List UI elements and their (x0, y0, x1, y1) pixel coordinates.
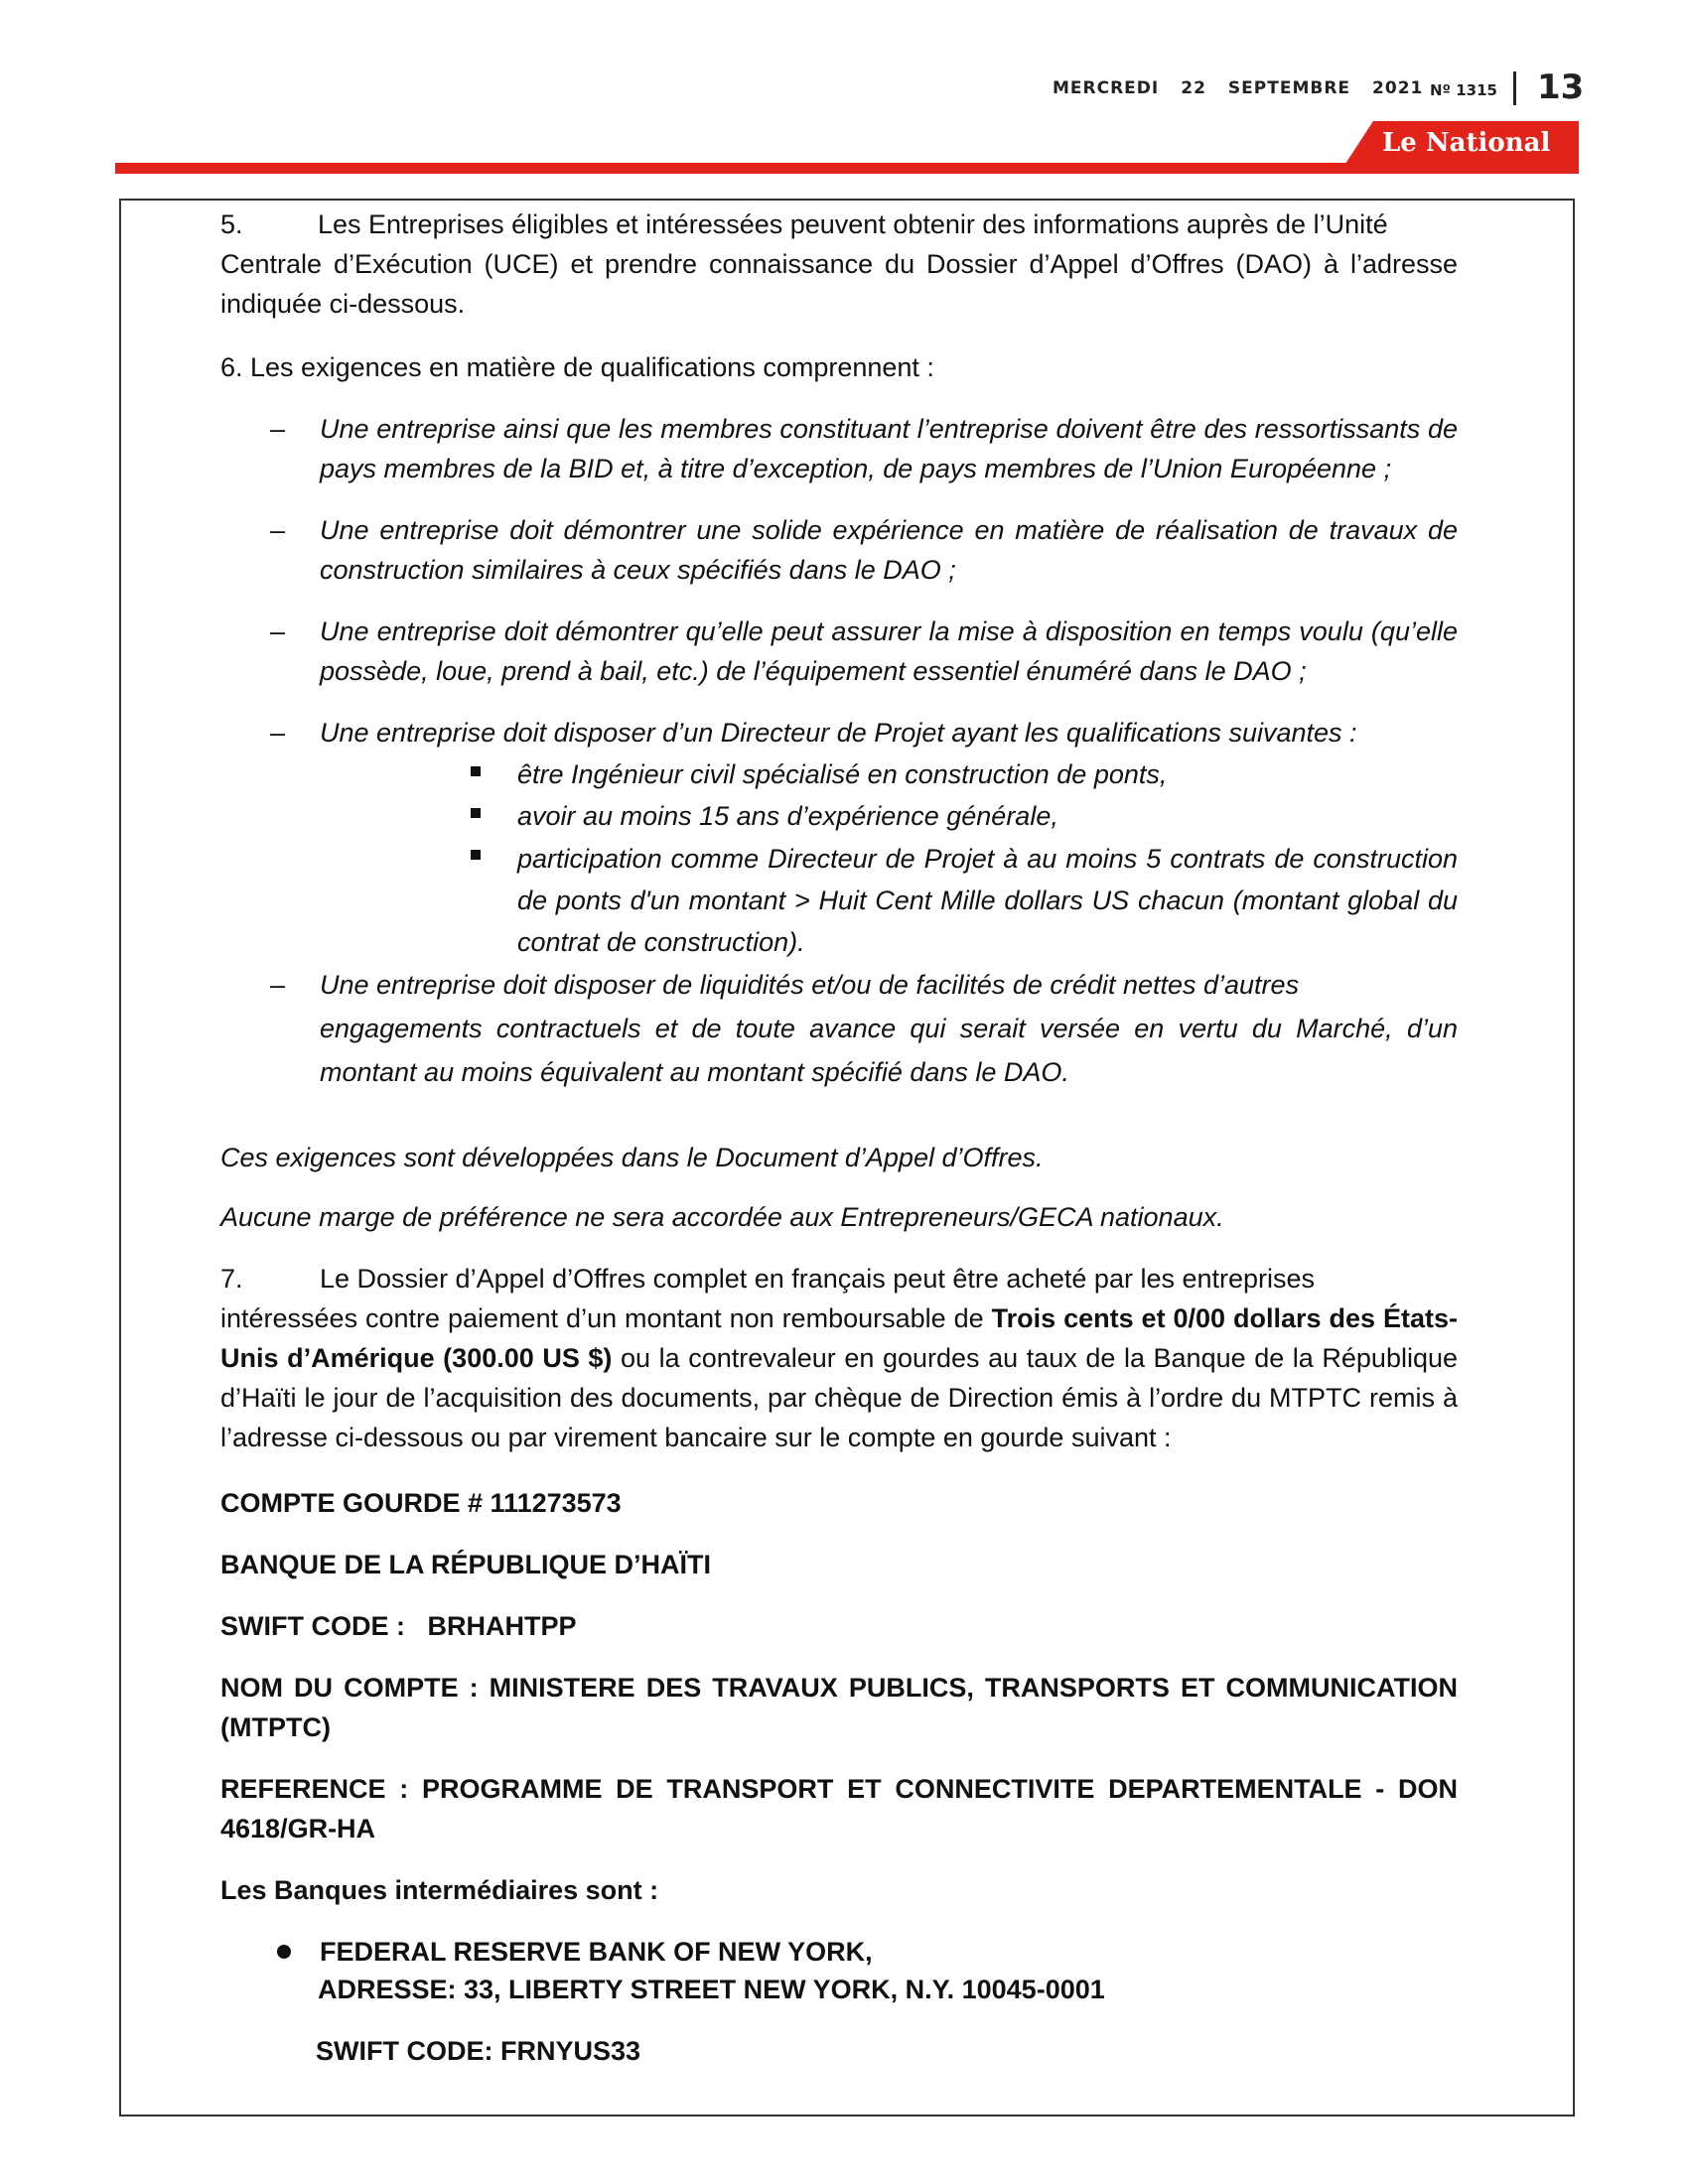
brand-name: Le National (1382, 128, 1551, 158)
header-year: 2021 (1372, 78, 1424, 98)
intermediary-bank-swift: SWIFT CODE: FRNYUS33 (316, 2036, 641, 2066)
qualification-item: Une entreprise doit disposer d’un Directeur de Projet ayant les qualifications suivantes : (320, 718, 1357, 748)
round-bullet-icon (277, 1945, 291, 1959)
intermediary-bank-address: ADRESSE: 33, LIBERTY STREET NEW YORK, N.Y. 10045-0001 (318, 1975, 1105, 2004)
bullet-dash: – (270, 515, 286, 545)
account-number: COMPTE GOURDE # 111273573 (220, 1488, 622, 1518)
qualification-item: Une entreprise ainsi que les membres constituant l’entreprise doivent être des ressortissants de pays membres de la BID et, à titre d’exception, de pays membres de l’Union Européenne ; (320, 414, 1458, 483)
qualification-item: engagements contractuels et de toute avance qui serait versée en vertu du Marché, d’un montant au moins équivalent au montant spécifié dans le DAO. (320, 1014, 1458, 1087)
header-month: SEPTEMBRE (1227, 78, 1351, 98)
director-qualification: participation comme Directeur de Projet à au moins 5 contrats de construction de ponts d'un montant > Huit Cent Mille dollars US chacun (montant global du contrat de construction). (517, 844, 1458, 957)
square-bullet-icon (471, 808, 481, 818)
section6-intro: 6. Les exigences en matière de qualifications comprennent : (220, 352, 934, 382)
header-day: MERCREDI (1053, 78, 1160, 98)
bullet-dash: – (270, 616, 286, 646)
qualification-item: Une entreprise doit démontrer une solide expérience en matière de réalisation de travaux de construction similaires à ceux spécifiés dans le DAO ; (320, 515, 1458, 585)
section7-number: 7. (220, 1264, 243, 1294)
director-qualification: être Ingénieur civil spécialisé en construction de ponts, (517, 759, 1168, 789)
section5-text: Centrale d’Exécution (UCE) et prendre connaissance du Dossier d’Appel d’Offres (DAO) à l’adresse indiquée ci-dessous. (220, 249, 1458, 319)
account-reference: REFERENCE : PROGRAMME DE TRANSPORT ET CONNECTIVITE DEPARTEMENTALE - DON 4618/GR-HA (220, 1774, 1458, 1843)
account-name: NOM DU COMPTE : MINISTERE DES TRAVAUX PUBLICS, TRANSPORTS ET COMMUNICATION (MTPTC) (220, 1673, 1458, 1742)
header-divider (1513, 71, 1516, 105)
qualification-item-first-line: Une entreprise doit disposer de liquidités et/ou de facilités de crédit nettes d’autres (320, 970, 1300, 1000)
section7-amount: Trois cents et 0/00 dollars des États-Unis d’Amérique (300.00 US $) (220, 1303, 1458, 1373)
section7-text (220, 1298, 1458, 1457)
page-number: 13 (1537, 68, 1585, 107)
section5-first-line: Les Entreprises éligibles et intéressées peuvent obtenir des informations auprès de l’Unité (318, 209, 1388, 239)
intermediary-bank-name: FEDERAL RESERVE BANK OF NEW YORK, (320, 1937, 873, 1967)
bank-name: BANQUE DE LA RÉPUBLIQUE D’HAÏTI (220, 1550, 712, 1579)
square-bullet-icon (471, 850, 481, 860)
swift-code: SWIFT CODE : BRHAHTPP (220, 1611, 577, 1641)
section7-part-b: ou la contrevaleur en gourdes au taux de la Banque de la République d’Haïti le jour de l’acquisition des documents, par chèque de Direction émis à l’ordre du MTPTC remis à l’adresse ci-dessous ou par virement bancaire sur le compte en gourde suivant : (220, 1343, 1458, 1452)
header-date (1053, 78, 1423, 98)
bullet-dash: – (270, 414, 286, 444)
section7-part-a: intéressées contre paiement d’un montant non remboursable de (220, 1303, 992, 1333)
note-requirements: Ces exigences sont développées dans le Document d’Appel d’Offres. (220, 1143, 1044, 1172)
section7-first-line: Le Dossier d’Appel d’Offres complet en français peut être acheté par les entreprises (320, 1264, 1316, 1294)
director-qualification: avoir au moins 15 ans d’expérience générale, (517, 801, 1058, 831)
header-date-num: 22 (1181, 78, 1206, 98)
square-bullet-icon (471, 766, 481, 776)
header-issue-number: Nº 1315 (1430, 81, 1497, 99)
qualification-item: Une entreprise doit démontrer qu’elle peut assurer la mise à disposition en temps voulu (qu’elle possède, loue, prend à bail, etc.) de l’équipement essentiel énuméré dans le DAO ; (320, 616, 1458, 686)
bullet-dash: – (270, 718, 286, 748)
bullet-dash: – (270, 970, 286, 1000)
note-preference: Aucune marge de préférence ne sera accordée aux Entrepreneurs/GECA nationaux. (220, 1202, 1224, 1232)
section5-number: 5. (220, 209, 243, 239)
intermediary-banks-heading: Les Banques intermédiaires sont : (220, 1875, 659, 1905)
